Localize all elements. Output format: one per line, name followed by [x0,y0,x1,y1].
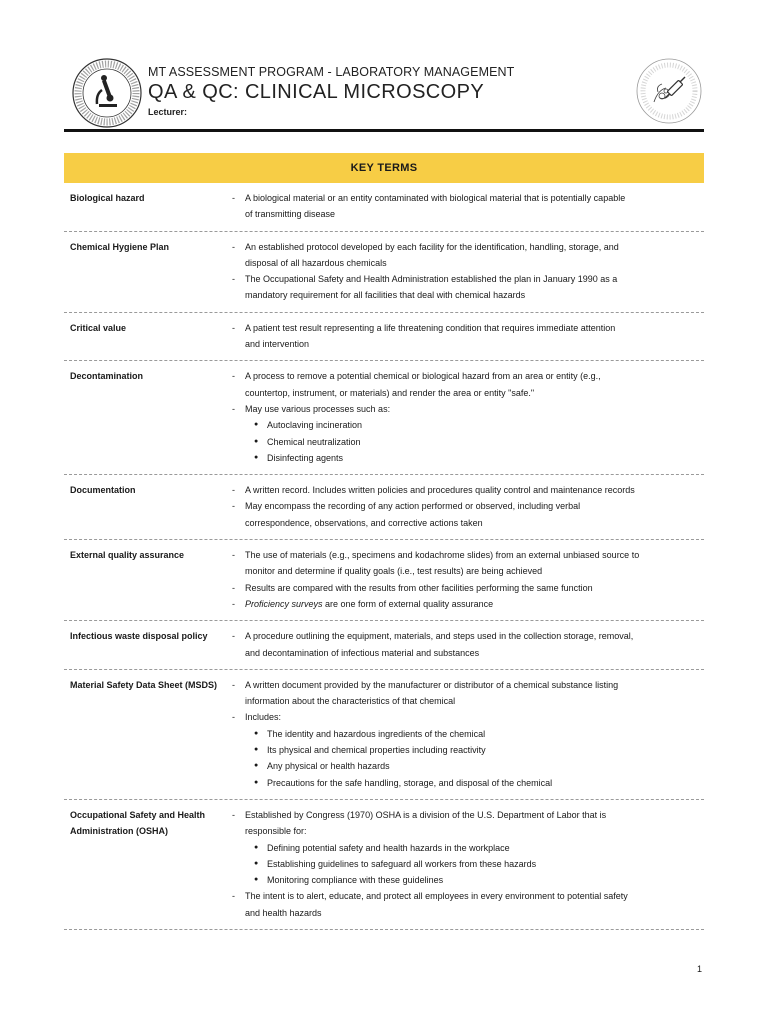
term-definition [230,190,704,223]
definition-line [230,677,704,693]
definition-bullet [230,856,704,872]
definition-line [230,482,704,498]
definition-text: are one form of external quality assurance [322,598,494,609]
definition-line [230,628,704,644]
definition-line [230,385,704,401]
dash-marker: - [232,371,235,382]
header-divider [64,129,704,132]
definition-text: responsible for: [245,826,307,837]
program-title: MT ASSESSMENT PROGRAM - LABORATORY MANAGEMENT [148,65,515,79]
term-row [64,232,704,313]
definition-text-wrap [245,515,483,531]
dash-marker: - [232,550,235,561]
definition-text-wrap [245,693,455,709]
definition-text-wrap [245,287,525,303]
definition-text: A process to remove a potential chemical or biological hazard from an area or entity (e.g., [245,371,601,382]
definition-text-wrap [245,482,635,498]
definition-text: A written document provided by the manufacturer or distributor of a chemical substance listing [245,679,619,690]
definition-text-wrap [267,434,361,450]
definition-text-wrap [245,498,580,514]
term-definition [230,368,704,466]
definition-text-wrap [267,742,486,758]
definition-text-wrap [245,255,387,271]
definition-line [230,645,704,661]
definition-line [230,368,704,384]
bullet-icon: ● [254,729,259,737]
dash-marker: - [232,193,235,203]
term-definition [230,320,704,353]
course-title: QA & QC: CLINICAL MICROSCOPY [148,81,485,103]
definition-text: and decontamination of infectious material and substances [245,647,480,658]
definition-text-wrap [245,807,606,823]
term-row [64,540,704,621]
definition-line [230,563,704,579]
definition-text: Any physical or health hazards [267,761,390,772]
definition-line [230,596,704,612]
definition-text: monitor and determine if quality goals (i.e., test results) are being achieved [245,566,543,577]
term-row [64,475,704,540]
definition-text-wrap [245,823,307,839]
bullet-icon: ● [254,421,259,429]
bullet-icon: ● [254,859,259,867]
dash-marker: - [232,679,235,690]
definition-line [230,823,704,839]
term-name: Critical value [70,322,127,333]
term-row [64,183,704,232]
definition-text-wrap [245,190,625,206]
dash-marker: - [232,501,235,512]
definition-text: The use of materials (e.g., specimens and kodachrome slides) from an external unbiased source to [245,550,640,561]
definition-text-wrap [245,206,335,222]
term-row [64,313,704,362]
indent-spacer [230,693,245,709]
dash-marker: - [232,809,235,820]
definition-line [230,336,704,352]
definition-text: May use various processes such as: [245,403,391,414]
term-definition [230,482,704,531]
dash-marker: - [232,322,235,333]
definition-text: correspondence, observations, and corrective actions taken [245,517,483,528]
definition-text-wrap [245,709,281,725]
definition-text: The identity and hazardous ingredients of the chemical [267,728,486,739]
definition-text: Results are compared with the results from other facilities performing the same function [245,582,593,593]
dash-marker: - [232,631,235,642]
definition-text: and intervention [245,339,310,350]
dash-marker: - [232,241,235,252]
definition-line [230,239,704,255]
definition-line [230,709,704,725]
definition-italic-text: Proficiency surveys [245,598,323,609]
dash-marker: - [232,485,235,496]
term-name: Biological hazard [70,193,145,203]
definition-text: May encompass the recording of any action performed or observed, including verbal [245,501,581,512]
dash-marker: - [232,712,235,723]
definition-text-wrap [245,239,619,255]
definition-text: Precautions for the safe handling, storage, and disposal of the chemical [267,777,553,788]
definition-text-wrap [245,271,617,287]
definition-text-wrap [245,368,601,384]
page-number: 1 [697,964,703,974]
dash-marker: - [232,598,235,609]
term-definition [230,547,704,612]
definition-text-wrap [267,872,443,888]
term-name: Documentation [70,485,136,496]
term-definition [230,628,704,661]
term-definition [230,239,704,304]
term-definition [230,677,704,791]
definition-text-wrap [267,726,485,742]
header-titles [148,65,514,117]
definition-text: The intent is to alert, educate, and protect all employees in every environment to potential safety [245,891,628,902]
definition-line [230,888,704,904]
definition-text: of transmitting disease [245,209,336,220]
indent-spacer [230,645,245,661]
bullet-icon: ● [254,453,259,461]
definition-text: Disinfecting agents [267,452,344,463]
indent-spacer [230,905,245,921]
definition-line [230,905,704,921]
bullet-icon: ● [254,762,259,770]
definition-bullet [230,417,704,433]
definition-line [230,320,704,336]
definition-text-wrap [245,645,479,661]
indent-spacer [230,515,245,531]
definition-bullet [230,775,704,791]
definition-bullet [230,434,704,450]
definition-bullet [230,742,704,758]
definition-text-wrap [267,840,510,856]
definition-text: Establishing guidelines to safeguard all workers from these hazards [267,858,537,869]
definition-text: countertop, instrument, or materials) and render the area or entity "safe." [245,387,535,398]
definition-text: Autoclaving incineration [267,420,363,431]
definition-text: and health hazards [245,907,322,918]
definition-text-wrap [267,775,552,791]
definition-line [230,807,704,823]
definition-text: Monitoring compliance with these guidelines [267,875,444,886]
page-header [64,52,704,132]
term-row [64,800,704,930]
definition-line [230,287,704,303]
definition-text: Defining potential safety and health hazards in the workplace [267,842,510,853]
definition-text: A biological material or an entity contaminated with biological material that is potentially capable [245,193,626,203]
definition-line [230,271,704,287]
dash-marker: - [232,582,235,593]
bullet-icon: ● [254,778,259,786]
term-name: Chemical Hygiene Plan [70,241,170,252]
indent-spacer [230,823,245,839]
term-name: Occupational Safety and Health Administration (OSHA) [70,809,206,836]
definition-bullet [230,840,704,856]
bullet-icon: ● [254,876,259,884]
dash-marker: - [232,891,235,902]
key-terms-table [64,183,704,930]
definition-line [230,190,704,206]
indent-spacer [230,255,245,271]
definition-text: The Occupational Safety and Health Administration established the plan in January 1990 as a [245,274,618,285]
bullet-icon: ● [254,437,259,445]
definition-text-wrap [267,758,390,774]
dash-marker: - [232,274,235,285]
definition-text-wrap [245,596,493,612]
batch-emblem-logo [636,58,702,124]
definition-line [230,206,704,222]
definition-text: Its physical and chemical properties including reactivity [267,745,486,756]
term-row [64,621,704,670]
term-name: External quality assurance [70,550,185,561]
dash-marker: - [232,403,235,414]
key-terms-heading: KEY TERMS [64,153,704,183]
definition-line [230,255,704,271]
definition-text: Includes: [245,712,282,723]
term-name: Material Safety Data Sheet (MSDS) [70,679,218,690]
definition-text-wrap [245,580,593,596]
indent-spacer [230,206,245,222]
definition-text-wrap [245,320,615,336]
definition-bullet [230,758,704,774]
definition-text-wrap [245,385,534,401]
definition-text-wrap [245,563,542,579]
definition-text: An established protocol developed by each facility for the identification, handling, storage, and [245,241,619,252]
indent-spacer [230,563,245,579]
definition-text-wrap [245,336,309,352]
definition-line [230,547,704,563]
definition-text: A written record. Includes written policies and procedures quality control and maintenance records [245,485,635,496]
definition-text: Established by Congress (1970) OSHA is a division of the U.S. Department of Labor that is [245,809,607,820]
definition-line [230,498,704,514]
term-definition [230,807,704,921]
definition-text-wrap [267,450,343,466]
definition-text: disposal of all hazardous chemicals [245,257,387,268]
definition-text-wrap [245,905,322,921]
definition-line [230,401,704,417]
definition-line [230,580,704,596]
indent-spacer [230,385,245,401]
bullet-icon: ● [254,746,259,754]
definition-text-wrap [245,677,618,693]
definition-text-wrap [245,401,390,417]
term-name: Decontamination [70,371,144,382]
term-row [64,361,704,475]
definition-text: information about the characteristics of that chemical [245,696,456,707]
bullet-icon: ● [254,843,259,851]
definition-text-wrap [245,547,639,563]
definition-text-wrap [245,888,628,904]
lecturer-label: Lecturer: [148,107,188,117]
definition-text-wrap [267,856,536,872]
definition-text: A procedure outlining the equipment, materials, and steps used in the collection storage, removal, [245,631,634,642]
university-seal-logo [72,58,142,128]
definition-text-wrap [267,417,362,433]
term-row [64,670,704,800]
indent-spacer [230,336,245,352]
term-name: Infectious waste disposal policy [70,631,208,642]
definition-bullet [230,872,704,888]
definition-text-wrap [245,628,633,644]
definition-line [230,515,704,531]
definition-text: mandatory requirement for all facilities that deal with chemical hazards [245,290,526,301]
definition-bullet [230,726,704,742]
indent-spacer [230,287,245,303]
definition-text: Chemical neutralization [267,436,361,447]
definition-bullet [230,450,704,466]
definition-text: A patient test result representing a life threatening condition that requires immediate attention [245,322,616,333]
definition-line [230,693,704,709]
